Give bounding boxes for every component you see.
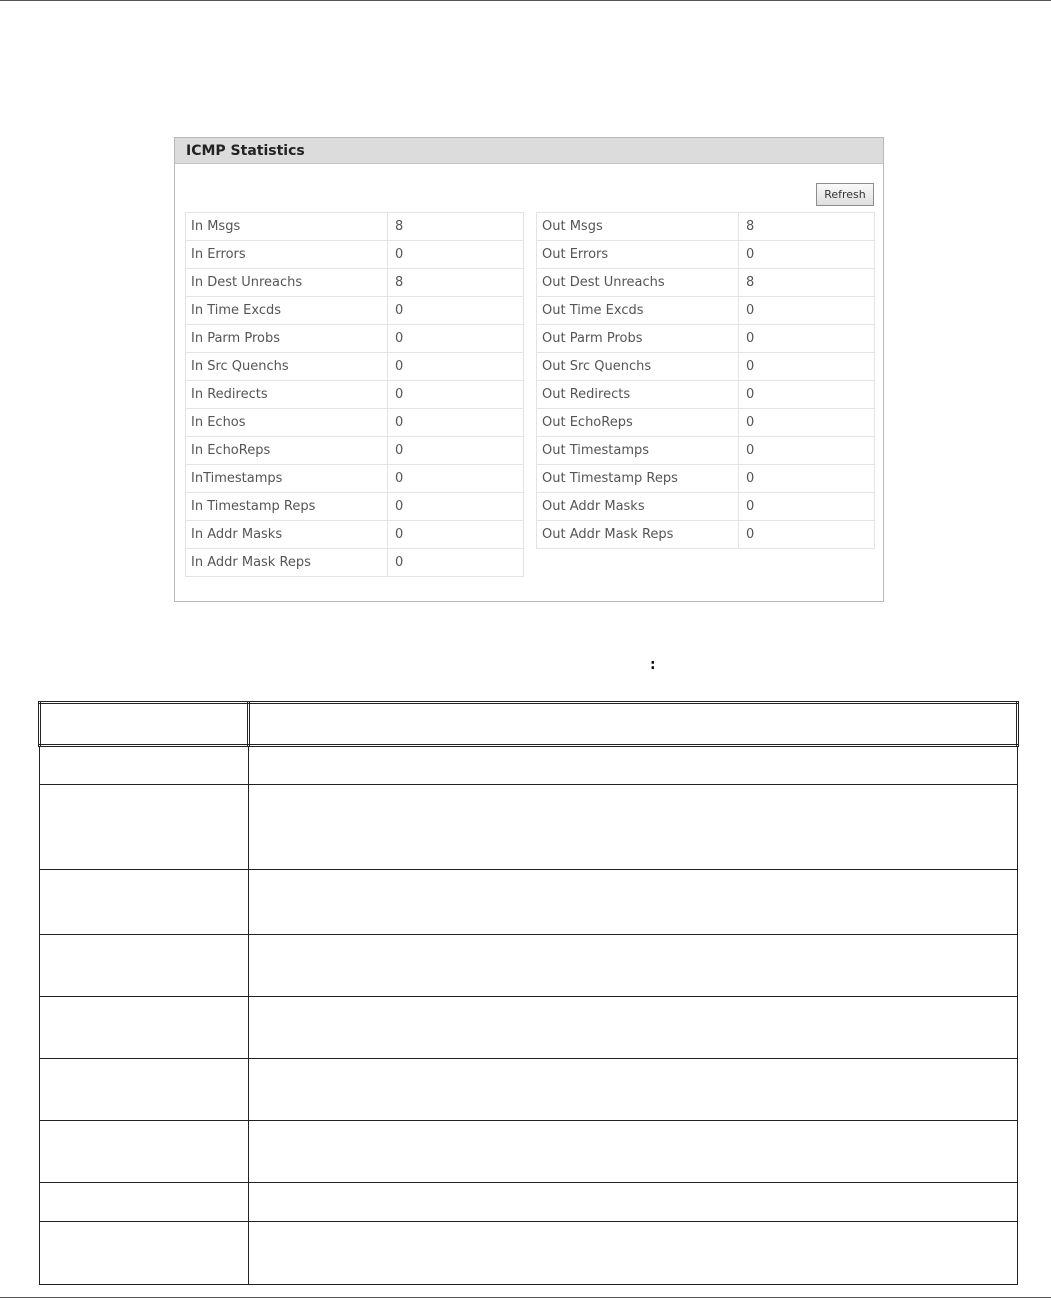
description-cell — [249, 746, 1018, 785]
stat-row-in-echoreps — [186, 437, 524, 465]
stat-label: In Msgs — [186, 213, 388, 241]
description-cell — [249, 935, 1018, 997]
stat-value: 8 — [388, 269, 524, 297]
table-row — [40, 1121, 1018, 1183]
stat-value: 0 — [388, 325, 524, 353]
stat-label: In Src Quenchs — [186, 353, 388, 381]
stat-row-out-echoreps — [537, 409, 875, 437]
stat-label: Out Addr Mask Reps — [537, 521, 739, 549]
stat-label: In Timestamp Reps — [186, 493, 388, 521]
stat-row-in-msgs — [186, 213, 524, 241]
object-cell — [40, 997, 249, 1059]
object-cell — [40, 1183, 249, 1222]
object-cell — [40, 935, 249, 997]
stats-table-in — [185, 212, 524, 577]
stat-label: Out Src Quenchs — [537, 353, 739, 381]
stat-row-out-errors — [537, 241, 875, 269]
stat-label: Out Addr Masks — [537, 493, 739, 521]
stat-value: 0 — [739, 325, 875, 353]
stat-label: In Errors — [186, 241, 388, 269]
stat-value: 0 — [388, 437, 524, 465]
stat-label: InTimestamps — [186, 465, 388, 493]
stat-label: Out EchoReps — [537, 409, 739, 437]
stat-value: 0 — [388, 381, 524, 409]
stat-row-in-dest-unreachs — [186, 269, 524, 297]
stat-row-in-timestamps — [186, 465, 524, 493]
stat-label: In Redirects — [186, 381, 388, 409]
table-row — [40, 997, 1018, 1059]
stat-value: 0 — [388, 465, 524, 493]
stat-row-in-addr-mask-reps — [186, 549, 524, 577]
table-row — [40, 785, 1018, 870]
stat-value: 8 — [388, 213, 524, 241]
stat-label: Out Timestamps — [537, 437, 739, 465]
stat-row-out-addr-mask-reps — [537, 521, 875, 549]
table-row — [40, 870, 1018, 935]
stat-row-out-dest-unreachs — [537, 269, 875, 297]
stat-row-in-time-excds — [186, 297, 524, 325]
stat-label: In Time Excds — [186, 297, 388, 325]
stat-row-in-parm-probs — [186, 325, 524, 353]
table-row — [40, 935, 1018, 997]
stat-row-out-addr-masks — [537, 493, 875, 521]
stat-label: Out Errors — [537, 241, 739, 269]
table-row — [40, 1059, 1018, 1121]
header-cell-description — [249, 703, 1018, 746]
stat-value: 0 — [739, 437, 875, 465]
table-row — [40, 1222, 1018, 1285]
stat-row-in-addr-masks — [186, 521, 524, 549]
object-cell — [40, 870, 249, 935]
stat-row-out-parm-probs — [537, 325, 875, 353]
stat-value: 0 — [388, 297, 524, 325]
stat-row-out-msgs — [537, 213, 875, 241]
description-cell — [249, 1183, 1018, 1222]
stats-table-out — [536, 212, 875, 549]
stat-row-out-time-excds — [537, 297, 875, 325]
stat-value: 0 — [388, 353, 524, 381]
stat-label: Out Dest Unreachs — [537, 269, 739, 297]
description-cell — [249, 997, 1018, 1059]
description-cell — [249, 870, 1018, 935]
description-cell — [249, 1121, 1018, 1183]
stat-value: 8 — [739, 269, 875, 297]
stat-value: 0 — [739, 521, 875, 549]
stat-value: 8 — [739, 213, 875, 241]
table-row — [40, 746, 1018, 785]
stat-label: In Dest Unreachs — [186, 269, 388, 297]
stat-label: In Addr Mask Reps — [186, 549, 388, 577]
stat-row-out-src-quenchs — [537, 353, 875, 381]
description-cell — [249, 1222, 1018, 1285]
refresh-button[interactable]: Refresh — [816, 183, 874, 206]
stat-value: 0 — [739, 465, 875, 493]
table-row — [40, 1183, 1018, 1222]
stat-label: In EchoReps — [186, 437, 388, 465]
caption-colon: : — [650, 657, 656, 673]
stat-label: Out Redirects — [537, 381, 739, 409]
description-table-header — [40, 703, 1018, 746]
stat-row-in-errors — [186, 241, 524, 269]
stat-label: Out Time Excds — [537, 297, 739, 325]
description-cell — [249, 1059, 1018, 1121]
stat-row-in-timestamp-reps — [186, 493, 524, 521]
stat-value: 0 — [388, 549, 524, 577]
stat-value: 0 — [739, 241, 875, 269]
stat-row-in-redirects — [186, 381, 524, 409]
stat-value: 0 — [739, 297, 875, 325]
stat-label: In Addr Masks — [186, 521, 388, 549]
stat-row-out-timestamps — [537, 437, 875, 465]
stat-label: In Echos — [186, 409, 388, 437]
description-table — [38, 701, 1019, 1285]
stat-value: 0 — [388, 493, 524, 521]
stat-row-out-redirects — [537, 381, 875, 409]
icmp-statistics-panel — [174, 137, 884, 602]
object-cell — [40, 1222, 249, 1285]
stat-row-out-timestamp-reps — [537, 465, 875, 493]
header-cell-object — [40, 703, 249, 746]
stat-value: 0 — [739, 493, 875, 521]
panel-title: ICMP Statistics — [175, 138, 883, 164]
stat-label: Out Timestamp Reps — [537, 465, 739, 493]
stat-label: Out Msgs — [537, 213, 739, 241]
object-cell — [40, 1059, 249, 1121]
stat-value: 0 — [388, 521, 524, 549]
stat-row-in-src-quenchs — [186, 353, 524, 381]
object-cell — [40, 746, 249, 785]
stat-value: 0 — [388, 409, 524, 437]
object-cell — [40, 785, 249, 870]
bottom-rule — [0, 1297, 1051, 1298]
stat-label: Out Parm Probs — [537, 325, 739, 353]
stat-value: 0 — [388, 241, 524, 269]
stat-row-in-echos — [186, 409, 524, 437]
stat-value: 0 — [739, 353, 875, 381]
description-cell — [249, 785, 1018, 870]
stat-value: 0 — [739, 381, 875, 409]
object-cell — [40, 1121, 249, 1183]
stat-label: In Parm Probs — [186, 325, 388, 353]
top-rule — [0, 0, 1051, 1]
stat-value: 0 — [739, 409, 875, 437]
